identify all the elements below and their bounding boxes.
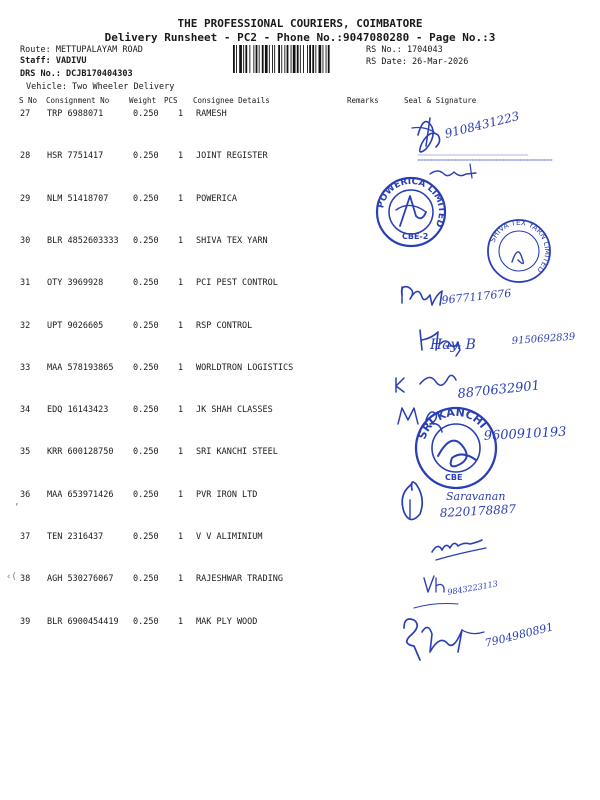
col-weight: Weight [129, 96, 157, 105]
row33-phone: 8870632901 [456, 378, 541, 402]
row-weight: 0.250 [133, 235, 159, 246]
row-consignee: JK SHAH CLASSES [196, 405, 273, 416]
row-weight: 0.250 [133, 574, 159, 585]
table-row [0, 490, 600, 510]
route-label: Route: METTUPALAYAM ROAD [20, 45, 143, 55]
row-sno: 30 [20, 235, 31, 246]
table-row [0, 363, 600, 383]
barcode [233, 45, 359, 73]
row-consignment-no: HSR 7751417 [47, 151, 104, 162]
row-weight: 0.250 [133, 532, 159, 542]
table-row [0, 447, 600, 467]
row-sno: 33 [20, 362, 31, 373]
row-consignment-no: BLR 4852603333 [47, 235, 119, 246]
row-pcs: 1 [178, 193, 184, 204]
row-consignment-no: NLM 51418707 [47, 193, 109, 204]
company-title: THE PROFESSIONAL COURIERS, COIMBATORE [177, 17, 423, 30]
powerica-ring-text: POWERICA LIMITED [376, 176, 447, 229]
kanchi-city-text: CBE [445, 473, 463, 482]
row-consignment-no: OTY 3969928 [47, 278, 104, 289]
margin-tick: ’ [14, 503, 20, 513]
row-consignment-no: BLR 6900454419 [47, 616, 119, 627]
row31-phone: 9677117676 [440, 286, 512, 307]
row-pcs: 1 [178, 109, 184, 119]
col-consignment: Consignment No [46, 96, 110, 105]
col-consignee: Consignee Details [193, 96, 270, 105]
col-seal-signature: Seal & Signature [404, 96, 477, 105]
row-consignment-no: MAA 578193865 [47, 362, 114, 373]
row-pcs: 1 [178, 362, 184, 373]
row-pcs: 1 [178, 616, 184, 627]
row-consignee: RAJESHWAR TRADING [196, 574, 283, 585]
row-weight: 0.250 [133, 320, 159, 331]
row-consignee: POWERICA [196, 193, 237, 204]
row-sno: 39 [20, 616, 31, 627]
row-consignment-no: TEN 2316437 [47, 532, 104, 542]
row-sno: 31 [20, 278, 31, 289]
row39-phone: 7904980891 [483, 620, 555, 650]
table-row [0, 236, 600, 256]
row-pcs: 1 [178, 278, 184, 289]
row-sno: 35 [20, 447, 31, 458]
row-consignee: PCI PEST CONTROL [196, 278, 278, 289]
runsheet-title: Delivery Runsheet - PC2 - Phone No.:9047080280 - Page No.:3 [104, 31, 496, 44]
row38-phone: 9843223113 [446, 579, 499, 597]
row36-name: Saravanan [446, 490, 506, 503]
row-consignment-no: EDQ 16143423 [47, 405, 109, 416]
row-pcs: 1 [178, 151, 184, 162]
col-sno: S No [19, 96, 38, 105]
row-pcs: 1 [178, 574, 184, 585]
row-weight: 0.250 [133, 362, 159, 373]
row-consignment-no: UPT 9026605 [47, 320, 104, 331]
row-sno: 37 [20, 532, 31, 542]
row-consignment-no: MAA 653971426 [47, 489, 114, 500]
table-row [0, 109, 600, 129]
col-pcs: PCS [164, 96, 178, 105]
row-consignee: RAMESH [196, 109, 227, 119]
row-consignee: JOINT REGISTER [196, 151, 268, 162]
row-sno: 38 [20, 574, 31, 585]
row-weight: 0.250 [133, 447, 159, 458]
row-consignment-no: KRR 600128750 [47, 447, 114, 458]
table-row [0, 321, 600, 341]
drs-number: DRS No.: DCJB170404303 [20, 69, 133, 79]
row-weight: 0.250 [133, 489, 159, 500]
row36-phone: 8220178887 [439, 502, 517, 520]
margin-mark: ‹( [6, 572, 17, 582]
row-consignee: V V ALIMINIUM [196, 532, 263, 542]
table-row [0, 532, 600, 552]
table-row [0, 194, 600, 214]
row-pcs: 1 [178, 489, 184, 500]
shiva-ring-text: SHIVA TEX YARN LIMITED [487, 217, 553, 275]
row27-phone: 9108431223 [443, 108, 521, 141]
row-pcs: 1 [178, 532, 184, 542]
table-row [0, 574, 600, 594]
row-sno: 28 [20, 151, 31, 162]
powerica-branch-text: CBE-2 [402, 232, 429, 241]
row-sno: 27 [20, 109, 31, 119]
col-remarks: Remarks [347, 96, 379, 105]
table-row [0, 278, 600, 298]
row-consignee: SRI KANCHI STEEL [196, 447, 278, 458]
rs-date: RS Date: 26-Mar-2026 [366, 57, 469, 67]
row-weight: 0.250 [133, 193, 159, 204]
vehicle-label: Vehicle: Two Wheeler Delivery [26, 82, 175, 92]
staff-label: Staff: VADIVU [20, 56, 87, 66]
row-weight: 0.250 [133, 616, 159, 627]
row-consignment-no: TRP 6988071 [47, 109, 104, 119]
table-row [0, 151, 600, 171]
rs-number: RS No.: 1704043 [366, 45, 443, 55]
row32-name: Hay. B [430, 337, 476, 353]
row-consignment-no: AGH 530276067 [47, 574, 114, 585]
row-pcs: 1 [178, 447, 184, 458]
row32-phone: 9150692839 [511, 331, 576, 347]
row-consignee: PVR IRON LTD [196, 489, 258, 500]
row-weight: 0.250 [133, 405, 159, 416]
row-consignee: RSP CONTROL [196, 320, 253, 331]
row-weight: 0.250 [133, 151, 159, 162]
table-row [0, 617, 600, 637]
row-sno: 29 [20, 193, 31, 204]
row-consignee: MAK PLY WOOD [196, 616, 258, 627]
table-row [0, 405, 600, 425]
row-pcs: 1 [178, 405, 184, 416]
row-pcs: 1 [178, 235, 184, 246]
row-sno: 34 [20, 405, 31, 416]
row-consignee: SHIVA TEX YARN [196, 235, 268, 246]
row-sno: 36 [20, 489, 31, 500]
row-weight: 0.250 [133, 278, 159, 289]
row34-phone: 9600910193 [483, 424, 567, 444]
row-pcs: 1 [178, 320, 184, 331]
row-weight: 0.250 [133, 109, 159, 119]
kanchi-ring-text: SRI KANCHI [415, 405, 490, 442]
row-consignee: WORLDTRON LOGISTICS [196, 362, 294, 373]
row-sno: 32 [20, 320, 31, 331]
